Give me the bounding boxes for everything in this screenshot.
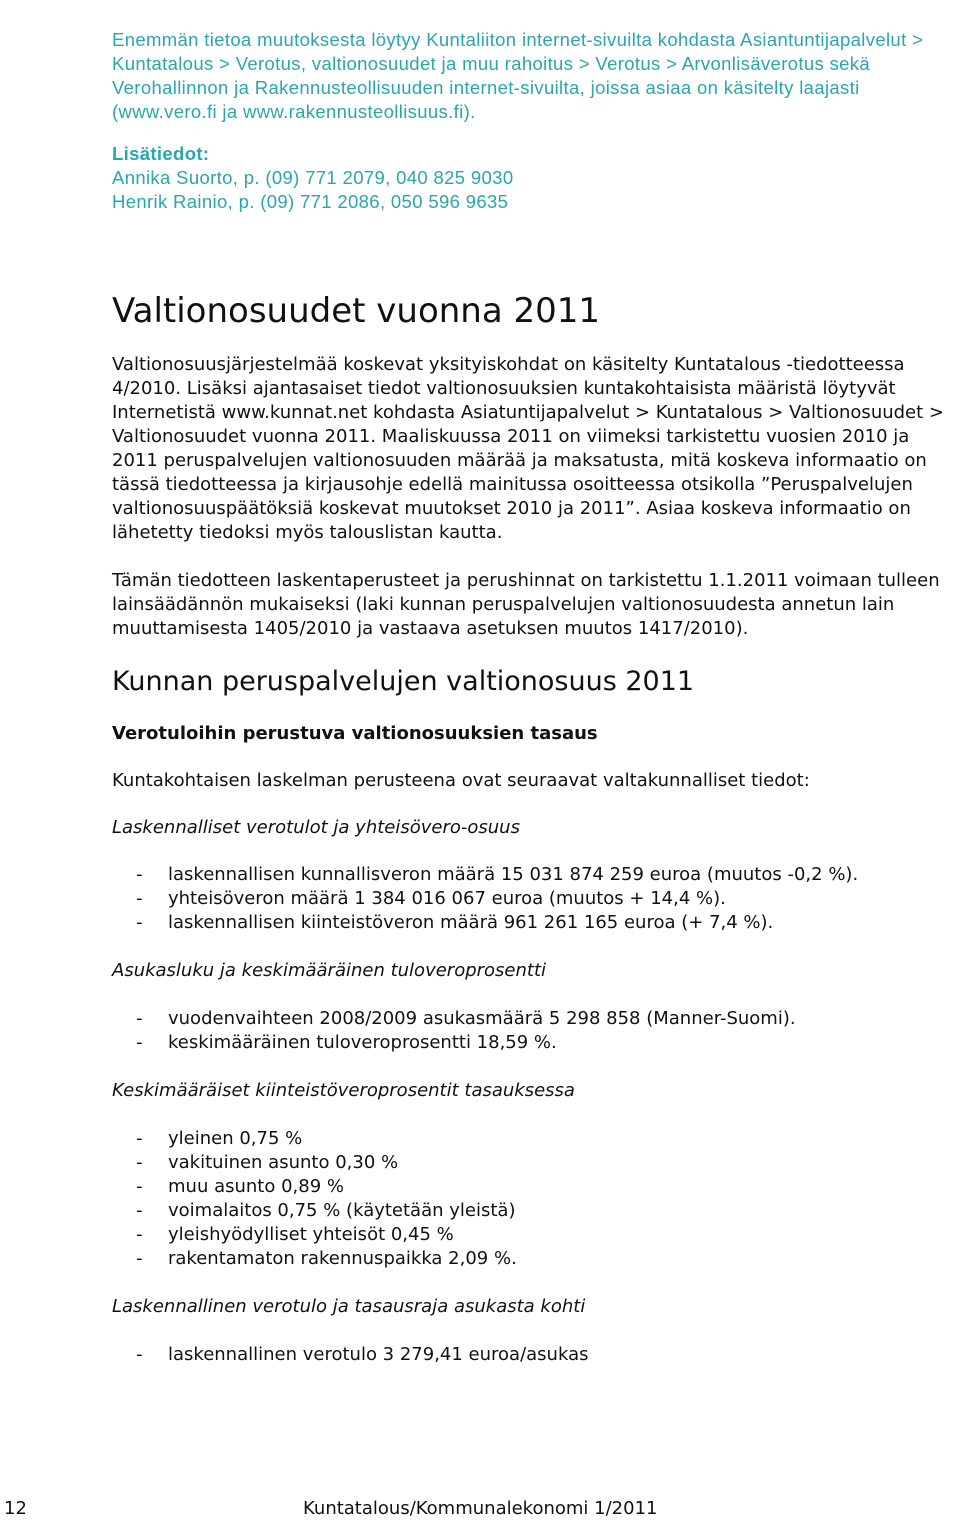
section1-paragraph-2: Tämän tiedotteen laskentaperusteet ja perushinnat on tarkistettu 1.1.2011 voimaan tulleen lainsäädännön mukaiseksi (laki kunnan peruspalvelujen valtionosuudesta annetun lain muuttamisesta 1405/2010 ja vastaava asetuksen muutos 1417/2010). [112,570,940,639]
list-item: - rakentamaton rakennuspaikka 2,09 %. [112,1247,950,1271]
intro-paragraph: Enemmän tietoa muutoksesta löytyy Kuntaliiton internet-sivuilta kohdasta Asiantuntijapalvelut > Kuntatalous > Verotus, valtionosuudet ja muu rahoitus > Verotus > Arvonlisäverotus sekä Verohallinnon ja Rakennusteollisuuden internet-sivuilta, joissa asiaa on käsitelty laajasti (www.vero.fi ja www.rakennusteollisuus.fi). [112,29,924,122]
page-number: 12 [4,1498,27,1519]
contacts-title: Lisätiedot: [112,143,210,164]
list-verotulot [112,863,950,935]
list-tasausraja [112,1343,950,1367]
section1-paragraph-1: Valtionosuusjärjestelmää koskevat yksityiskohdat on käsitelty Kuntatalous -tiedotteessa 4/2010. Lisäksi ajantasaiset tiedot valtionosuuksien kuntakohtaisista määristä löytyvät Internetistä www.kunnat.net kohdasta Asiatuntijapalvelut > Kuntatalous > Valtionosuudet > Valtionosuudet vuonna 2011. Maaliskuussa 2011 on viimeksi tarkistettu vuosien 2010 ja 2011 peruspalvelujen valtionosuuden määrää ja maksatusta, mitä koskeva informaatio on tässä tiedotteessa ja kirjausohje edellä mainitussa osoitteessa otsikolla ”Peruspalvelujen valtionosuuspäätöksiä koskevat muutokset 2010 ja 2011”. Asiaa koskeva informaatio on lähetetty tiedoksi myös talouslistan kautta. [112,354,944,543]
list-asukasluku [112,1007,950,1055]
lead-paragraph: Kuntakohtaisen laskelman perusteena ovat seuraavat valtakunnalliset tiedot: [112,770,810,791]
group-title-kiinteistovero: Keskimääräiset kiinteistöveroprosentit tasauksessa [112,1080,575,1101]
page-footer [0,1498,960,1520]
group-title-verotulot: Laskennalliset verotulot ja yhteisövero-osuus [112,817,520,838]
list-item: - vuodenvaihteen 2008/2009 asukasmäärä 5 298 858 (Manner-Suomi). [112,1007,950,1031]
contact-line-2: Henrik Rainio, p. (09) 771 2086, 050 596 9635 [112,191,509,212]
list-item: - vakituinen asunto 0,30 % [112,1151,950,1175]
list-item: - laskennallisen kiinteistöveron määrä 961 261 165 euroa (+ 7,4 %). [112,911,950,935]
subheading-tasaus: Verotuloihin perustuva valtionosuuksien tasaus [112,723,598,744]
list-item: - laskennallisen kunnallisveron määrä 15 031 874 259 euroa (muutos -0,2 %). [112,863,950,887]
list-item: - voimalaitos 0,75 % (käytetään yleistä) [112,1199,950,1223]
list-item: - keskimääräinen tuloveroprosentti 18,59 %. [112,1031,950,1055]
list-item: - yleinen 0,75 % [112,1127,950,1151]
list-item: - yhteisöveron määrä 1 384 016 067 euroa (muutos + 14,4 %). [112,887,950,911]
list-item: - yleishyödylliset yhteisöt 0,45 % [112,1223,950,1247]
list-item: - muu asunto 0,89 % [112,1175,950,1199]
group-title-asukasluku: Asukasluku ja keskimääräinen tuloveroprosentti [112,960,547,981]
section-heading-valtionosuudet: Valtionosuudet vuonna 2011 [112,291,601,331]
list-item: - laskennallinen verotulo 3 279,41 euroa/asukas [112,1343,950,1367]
publication-name: Kuntatalous/Kommunalekonomi 1/2011 [303,1498,658,1519]
document-page [112,28,950,1367]
group-title-tasausraja: Laskennallinen verotulo ja tasausraja asukasta kohti [112,1296,586,1317]
contact-line-1: Annika Suorto, p. (09) 771 2079, 040 825 9030 [112,167,514,188]
section-heading-peruspalvelut: Kunnan peruspalvelujen valtionosuus 2011 [112,666,695,697]
list-kiinteistovero [112,1127,950,1271]
